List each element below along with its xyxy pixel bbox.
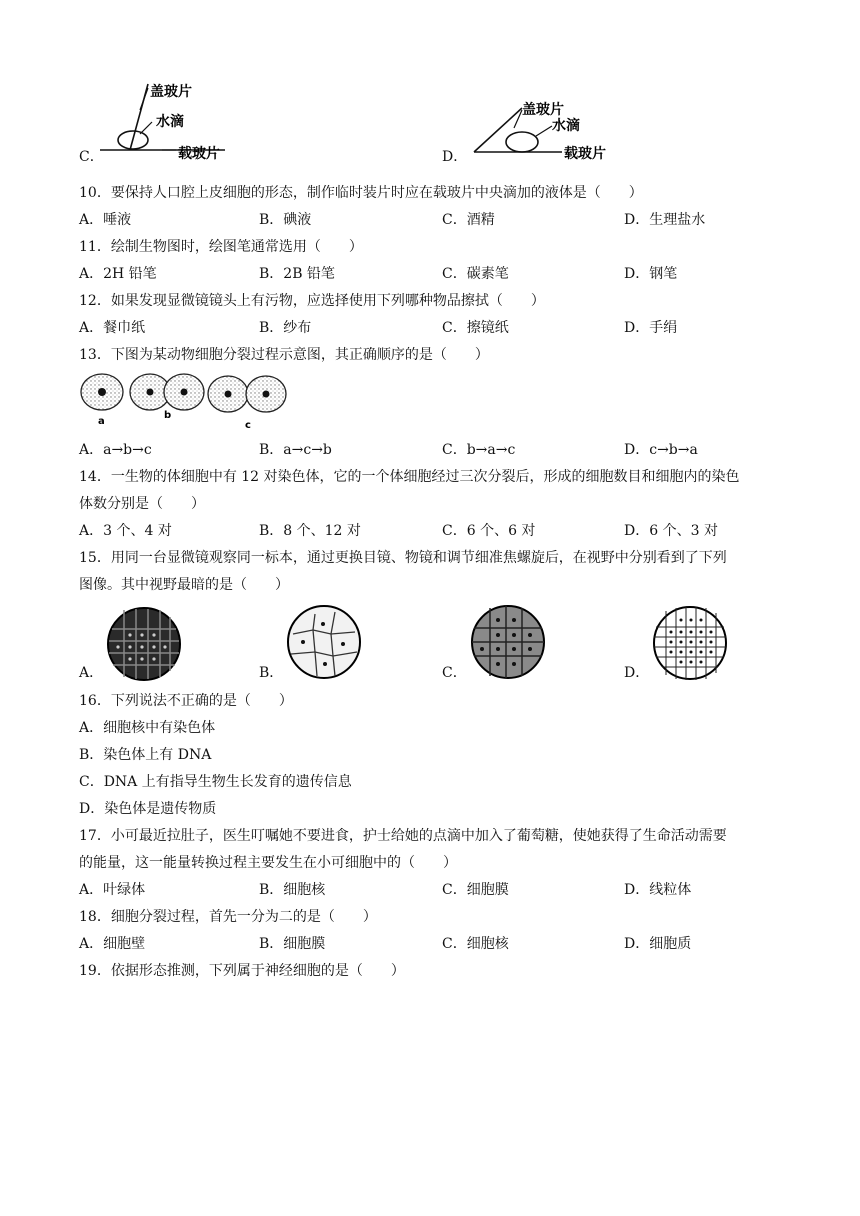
q9-option-d-label: D． — [442, 149, 468, 165]
q15-option-c: C． — [442, 665, 467, 681]
q18-option-b: B．细胞膜 — [259, 936, 326, 952]
q9-figure-d — [470, 96, 620, 162]
q9-d-slide-label: 载玻片 — [564, 146, 606, 162]
q17-option-b: B．细胞核 — [259, 882, 326, 898]
q15-microscope-view-b — [285, 604, 363, 680]
q11-option-c: C．碳素笔 — [442, 266, 509, 282]
q13-option-c: C．b→a→c — [442, 442, 516, 458]
q17-stem-line2: 的能量，这一能量转换过程主要发生在小可细胞中的（ ） — [79, 855, 457, 871]
q9-c-water-label: 水滴 — [156, 114, 184, 130]
q15-microscope-view-a — [104, 607, 184, 681]
q9-c-cover-label: 盖玻片 — [150, 84, 192, 100]
q13-label-c: c — [245, 420, 251, 431]
q15-microscope-view-d — [650, 605, 730, 681]
q9-d-cover-label: 盖玻片 — [522, 102, 564, 118]
q15-option-d: D． — [624, 665, 650, 681]
q14-option-a: A．3 个、4 对 — [79, 523, 172, 539]
q13-stem: 13．下图为某动物细胞分裂过程示意图，其正确顺序的是（ ） — [79, 347, 489, 363]
q18-option-c: C．细胞核 — [442, 936, 509, 952]
q14-option-b: B．8 个、12 对 — [259, 523, 361, 539]
q12-option-a: A．餐巾纸 — [79, 320, 146, 336]
q11-option-b: B．2B 铅笔 — [259, 266, 335, 282]
q12-option-b: B．纱布 — [259, 320, 312, 336]
q14-option-c: C．6 个、6 对 — [442, 523, 536, 539]
q17-option-d: D．线粒体 — [624, 882, 692, 898]
q15-microscope-view-c — [468, 604, 548, 680]
q18-stem: 18．细胞分裂过程，首先一分为二的是（ ） — [79, 909, 377, 925]
q16-option-c: C．DNA 上有指导生物生长发育的遗传信息 — [79, 774, 352, 790]
q9-figure-c — [100, 78, 250, 164]
q10-option-b: B．碘液 — [259, 212, 312, 228]
q14-stem-line2: 体数分别是（ ） — [79, 496, 205, 512]
q14-option-d: D．6 个、3 对 — [624, 523, 718, 539]
q19-stem: 19．依据形态推测，下列属于神经细胞的是（ ） — [79, 963, 405, 979]
q10-option-d: D．生理盐水 — [624, 212, 706, 228]
q13-option-b: B．a→c→b — [259, 442, 332, 458]
q13-option-a: A．a→b→c — [79, 442, 152, 458]
q14-stem-line1: 14．一生物的体细胞中有 12 对染色体，它的一个体细胞经过三次分裂后，形成的细胞数目和细胞内的染色 — [79, 469, 740, 485]
q17-option-c: C．细胞膜 — [442, 882, 509, 898]
q17-stem-line1: 17．小可最近拉肚子，医生叮嘱她不要进食，护士给她的点滴中加入了葡萄糖，使她获得了生命活动需要 — [79, 828, 727, 844]
q11-option-d: D．钢笔 — [624, 266, 678, 282]
q13-cell-division-figure — [78, 372, 293, 432]
q12-option-c: C．擦镜纸 — [442, 320, 509, 336]
q15-stem-line2: 图像。其中视野最暗的是（ ） — [79, 577, 289, 593]
q10-option-c: C．酒精 — [442, 212, 495, 228]
q12-option-d: D．手绢 — [624, 320, 678, 336]
q16-option-d: D．染色体是遗传物质 — [79, 801, 217, 817]
q18-option-d: D．细胞质 — [624, 936, 692, 952]
q15-option-a: A． — [79, 665, 104, 681]
q11-option-a: A．2H 铅笔 — [79, 266, 157, 282]
q12-stem: 12．如果发现显微镜镜头上有污物，应选择使用下列哪种物品擦拭（ ） — [79, 293, 545, 309]
q17-option-a: A．叶绿体 — [79, 882, 146, 898]
q9-option-c-label: C． — [79, 149, 104, 165]
q13-label-a: a — [98, 416, 105, 427]
q18-option-a: A．细胞壁 — [79, 936, 146, 952]
q13-option-d: D．c→b→a — [624, 442, 698, 458]
q9-c-slide-label: 载玻片 — [178, 146, 220, 162]
q9-d-water-label: 水滴 — [552, 118, 580, 134]
q16-option-b: B．染色体上有 DNA — [79, 747, 212, 763]
q15-stem-line1: 15．用同一台显微镜观察同一标本，通过更换目镜、物镜和调节细准焦螺旋后，在视野中分别看到了下列 — [79, 550, 727, 566]
q16-option-a: A．细胞核中有染色体 — [79, 720, 216, 736]
q10-stem: 10．要保持人口腔上皮细胞的形态，制作临时装片时应在载玻片中央滴加的液体是（ ） — [79, 185, 643, 201]
q16-stem: 16．下列说法不正确的是（ ） — [79, 693, 293, 709]
q11-stem: 11．绘制生物图时，绘图笔通常选用（ ） — [79, 239, 363, 255]
q15-option-b: B． — [259, 665, 284, 681]
q13-label-b: b — [164, 410, 172, 421]
q10-option-a: A．唾液 — [79, 212, 132, 228]
